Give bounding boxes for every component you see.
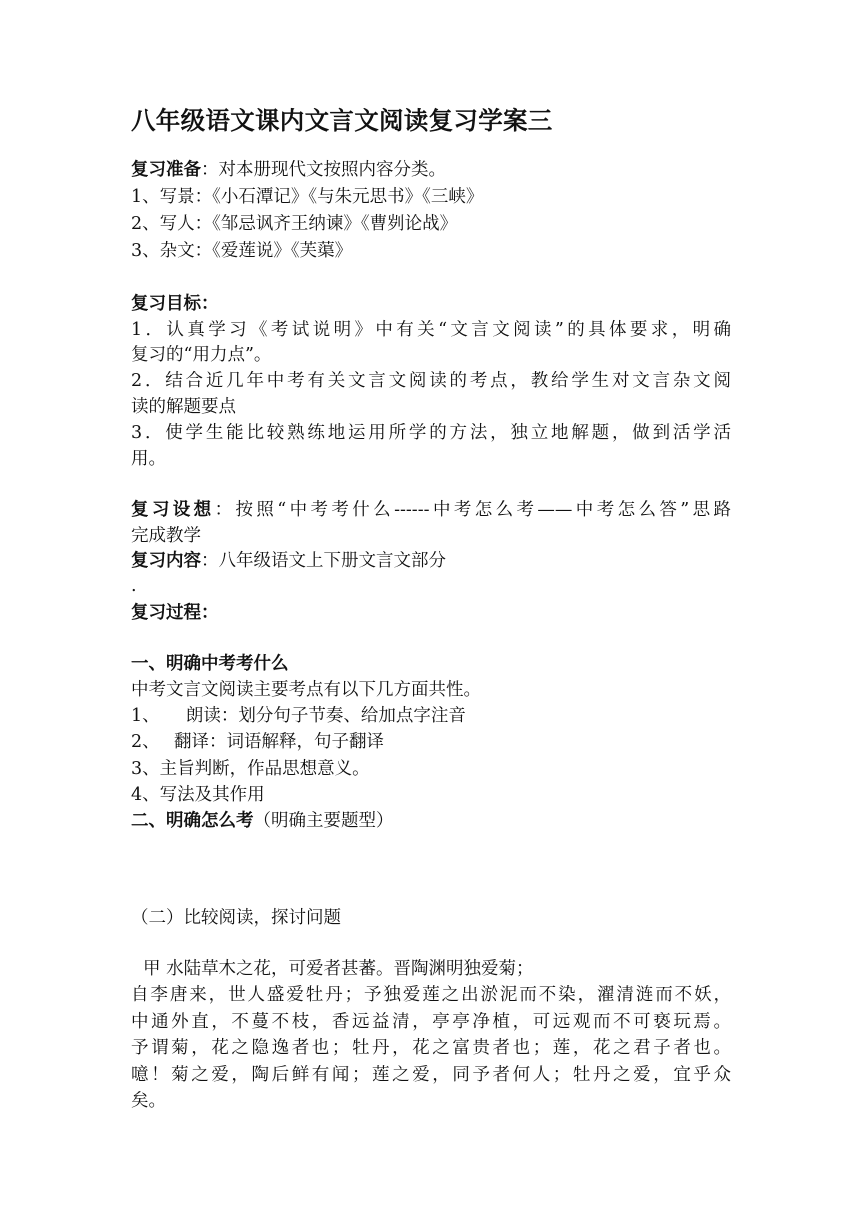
- prep-item: 3、杂文：《爱莲说》《芙蕖》: [131, 241, 353, 261]
- section1-item: 4、写法及其作用: [131, 785, 265, 805]
- passage-line: 中通外直，不蔓不枝，香远益清，亭亭净植，可远观而不可亵玩焉。: [131, 1012, 731, 1032]
- passage-line: 噫！菊之爱，陶后鲜有闻；莲之爱，同予者何人；牡丹之爱，宜乎众: [131, 1065, 731, 1085]
- design-line: [131, 498, 731, 522]
- prep-item: 1、写景：《小石潭记》《与朱元思书》《三峡》: [131, 187, 484, 207]
- section2-heading: 二、明确怎么考: [131, 811, 254, 831]
- section1-intro: 中考文言文阅读主要考点有以下几方面共性。: [131, 680, 481, 700]
- section1-heading: 一、明确中考考什么: [131, 654, 289, 674]
- content-text: ：八年级语文上下册文言文部分: [201, 551, 446, 571]
- goals-line: 复习的“用力点”。: [131, 345, 272, 365]
- goals-label: 复习目标：: [131, 294, 219, 314]
- process-label: 复习过程：: [131, 603, 219, 623]
- dot-line: .: [131, 576, 137, 596]
- goals-line: 2．结合近几年中考有关文言文阅读的考点，教给学生对文言杂文阅: [131, 371, 731, 391]
- section1-item: 2、 翻译：词语解释，句子翻译: [131, 732, 384, 752]
- prep-text: ：对本册现代文按照内容分类。: [201, 160, 446, 180]
- section1-item: 1、 朗读：划分句子节奏、给加点字注音: [131, 706, 466, 726]
- section1-item: 3、主旨判断，作品思想意义。: [131, 759, 370, 779]
- document-page: [131, 0, 731, 1216]
- subsection-heading: （二）比较阅读，探讨问题: [131, 908, 341, 928]
- section2-line: [131, 809, 394, 833]
- goals-line: 用。: [131, 449, 166, 469]
- prep-item: 2、写人：《邹忌讽齐王纳谏》《曹刿论战》: [131, 214, 458, 234]
- passage-line: 予谓菊，花之隐逸者也；牡丹，花之富贵者也；莲，花之君子者也。: [131, 1038, 731, 1058]
- passage-line: 矣。: [131, 1091, 166, 1111]
- prep-label: 复习准备: [131, 160, 201, 180]
- prep-line: [131, 158, 446, 182]
- section2-note: （明确主要题型）: [253, 811, 394, 831]
- content-label: 复习内容: [131, 551, 201, 571]
- goals-line: 读的解题要点: [131, 397, 236, 417]
- goals-line: 3．使学生能比较熟练地运用所学的方法，独立地解题，做到活学活: [131, 423, 731, 443]
- design-label: 复习设想: [131, 500, 215, 520]
- content-line: [131, 549, 446, 573]
- passage-first-line: 甲 水陆草木之花，可爱者甚蕃。晋陶渊明独爱菊；: [143, 959, 534, 979]
- design-line-2: 完成教学: [131, 526, 201, 546]
- document-title: 八年级语文课内文言文阅读复习学案三: [131, 106, 553, 135]
- design-text: ：按照“中考考什么------中考怎么考——中考怎么答”思路: [214, 500, 731, 520]
- passage-line: 自李唐来，世人盛爱牡丹；予独爱莲之出淤泥而不染，濯清涟而不妖，: [131, 985, 731, 1005]
- goals-line: 1．认真学习《考试说明》中有关“文言文阅读”的具体要求，明确: [131, 320, 731, 340]
